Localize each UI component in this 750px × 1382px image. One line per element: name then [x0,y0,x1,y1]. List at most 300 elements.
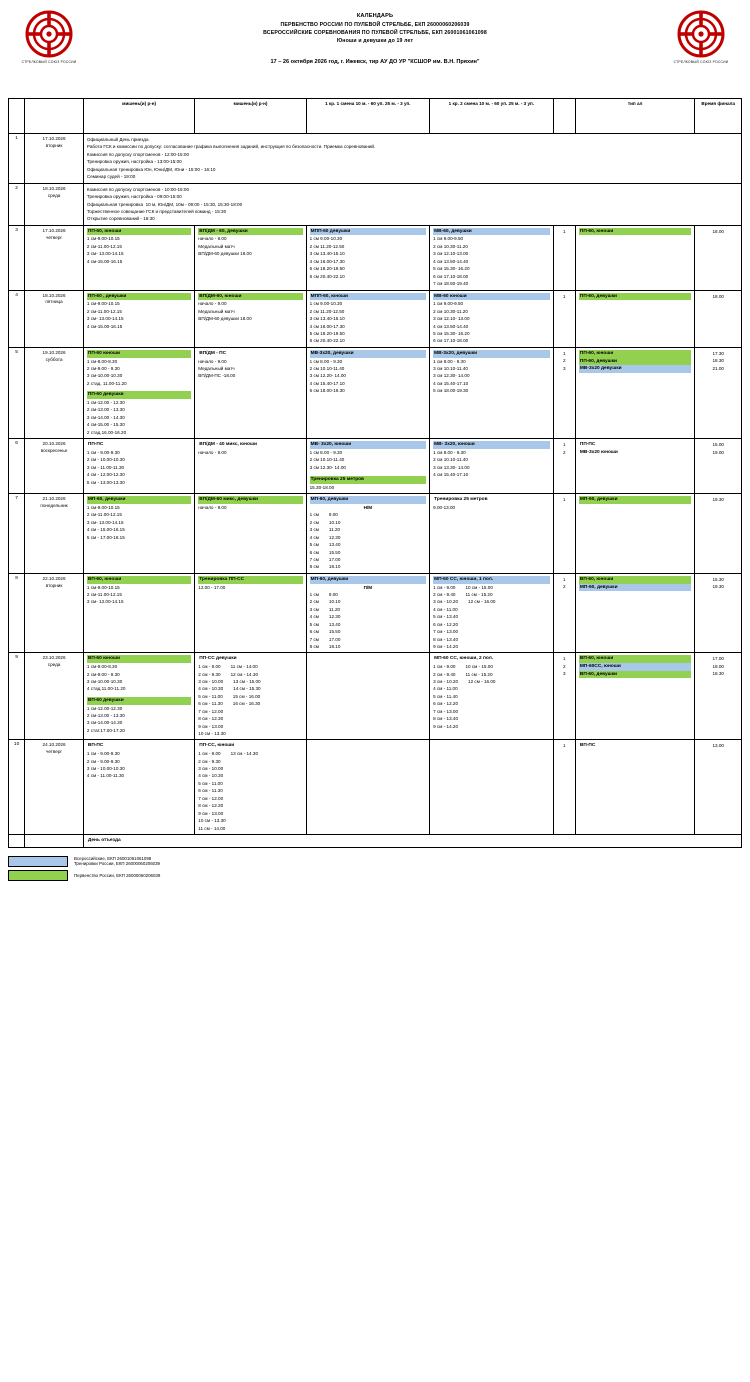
event-title: ПП-60 девушки [87,391,191,399]
cell-shift-2 [430,494,554,574]
session-line: 2 см - 9.40 11 см - 15.20 [433,671,493,677]
cell-final-type [575,439,694,494]
cell-shift-1 [306,653,430,740]
row-date [25,347,84,438]
session-times [433,584,550,651]
session-line: 3 см 12.10-13.00 [433,251,469,257]
session-line: 3 см 11.20 [309,606,341,612]
legend-item [8,870,742,881]
row-date [25,494,84,574]
session-line: начало - 9.00 [198,504,227,510]
session-line: 4 см-15.00-16.15 [86,258,123,264]
event-title: ПП-60 юноши [87,350,191,358]
session-line: 3 см - 10.20 12 см - 16.00 [433,599,496,605]
session-line: 3 см- 13.00-14.15 [86,519,124,525]
session-line: 4 см - 11.00-11.30 [86,773,125,779]
cell-shift-2 [430,347,554,438]
weekday-value: пятница [45,299,63,305]
session-line: 6 см 17.10-18.00 [433,338,469,344]
cell-final-no [553,290,575,347]
session-line: 9.00-13.00 [433,504,456,510]
final-time: 17.30 [712,350,724,356]
session-times [87,358,191,388]
event-title: ПП-СС, юноши [199,743,235,749]
session-line: 3 см - 10.20 12 см - 16.00 [433,678,496,684]
session-line: 1 см 8.00 - 9.30 [433,358,466,364]
event-title: МВ-60, девушки [433,228,550,236]
cell-final-no [553,225,575,290]
session-line: 4 см - 11.00 [433,606,458,612]
session-line: 7 см 18.50-19.40 [433,281,469,287]
session-line: 8 см - 13.40 [433,636,459,642]
legend-line: Тренировки России, ЕКП 26000060206039 [74,861,160,867]
cell-final-no [553,439,575,494]
event-title: МВ- 3х20, юноши [433,441,550,449]
session-line: 4 см - 10.30 14 см - 15.30 [198,686,261,692]
row-date [25,740,84,834]
cell-target-2 [195,740,306,834]
event-title: МПП-60 девушки [310,228,427,236]
session-line: 3 см 10.10-11.40 [433,365,468,371]
session-line: 8 см - 13.40 [433,716,459,722]
final-number: 1 [563,743,566,749]
final-time: 21.00 [712,365,724,371]
cell-target-2 [195,494,306,574]
event-title: МП-60 СС, юноши, 1 пол. [433,576,550,584]
cell-target-1 [83,494,194,574]
session-line: 2 см - 9.00-9.30 [86,758,120,764]
session-line: 1 см - 9.00 11 см - 14.00 [198,664,258,670]
weekday-value: воскресенье [40,448,68,454]
event-title: ВП/ДМ - 40 микс, юноши [199,442,257,448]
final-time: 19.30 [712,584,724,590]
session-line: 8 см 18.10 [309,644,341,649]
session-line: Медальный матч [198,243,235,249]
event-title: МПП-60, юноши [310,293,427,301]
legend-line: Всероссийские, ЕКП 26001061061098 [74,855,152,861]
session-times [310,235,427,280]
session-line: 3 см-10.00-10.30 [86,678,123,684]
schedule-table [8,98,742,848]
legend-text-green [74,873,160,879]
col-final-type: тип ал [575,99,694,134]
cell-target-1 [83,225,194,290]
cell-target-1 [83,740,194,834]
session-line: 4 стад.11.00-11.20 [86,686,126,692]
table-row [9,183,742,225]
session-line: 5 см - 13.00-13.30 [86,479,125,485]
cell-final-time [695,494,742,574]
session-line: 7 см - 12.00 [198,795,224,801]
final-number: 2 [563,584,566,590]
cell-final-no [553,653,575,740]
event-title: МВ-3х20, девушки [310,350,427,358]
cell-shift-1 [306,225,430,290]
logo-caption: СТРЕЛКОВЫЙ СОЮЗ РОССИИ [21,60,77,64]
event-title: МП-60, девушки [310,576,427,584]
session-line: 2 см-9.00 - 9.30 [86,365,120,371]
session-line: 4 см 16.00-17.30 [309,323,345,329]
date-value: 19.10.2026 [42,349,66,355]
note-line: Тренировка оружия, настройка - 09:00-15:00 [86,194,182,200]
weekday-value: среда [47,192,61,198]
departure-note: День отъезда [83,834,741,847]
session-line: 4 см 15.40-17.10 [309,380,345,386]
session-line: 6 см 20.40-22.10 [309,338,345,344]
session-line: 2 см 10.30-11.20 [433,308,468,314]
row-date [25,653,84,740]
session-line: начало - 9.00 [198,449,227,455]
event-title: ПП-60, юноши [87,228,191,236]
cell-target-1 [83,573,194,653]
session-line: 2 см-11.00-12.15 [86,591,122,597]
session-line: 4 см 15.40-17.10 [433,472,469,478]
row-date [25,290,84,347]
final-number: 3 [563,671,566,677]
session-line: 3 см 13.40-15.10 [309,251,345,257]
cell-final-no [553,740,575,834]
date-value: 22.10.2026 [42,575,66,581]
session-line: ВП/ДМ-60 девушки 18.00 [198,316,252,322]
event-title: ВП/ДМ-60, юноши [198,293,302,301]
session-line: 8 см 18.10 [309,564,341,570]
session-line: 5 см 15.30- 16.20 [433,266,470,272]
date-value: 23.10.2026 [42,655,66,661]
cell-final-no [553,347,575,438]
final-number: 3 [563,365,566,371]
row-date [25,134,84,184]
logo-right [670,10,732,72]
training-note: Тренировка 25 метров [310,476,427,484]
event-title: МП-60, девушки [310,496,427,504]
session-times [198,504,302,511]
session-line: 2 см 10.10-11.40 [433,457,468,463]
cell-shift-2 [430,653,554,740]
session-line: 1 см-9.00-8.30 [86,664,118,670]
session-line: 2 см - 9.30 [198,758,221,764]
row-number: 10 [9,740,25,834]
final-label: ПП-ПС [579,442,596,448]
row-number: 3 [9,225,25,290]
session-times [433,504,550,511]
event-title: ВП-60 юноши [87,655,191,663]
final-time: 15.30 [712,576,724,582]
cell-final-type [575,740,694,834]
cell-final-time [695,653,742,740]
session-times [87,705,191,735]
session-line: 1 см-9.00-10.15 [86,584,120,590]
cell-final-type [575,347,694,438]
note-line: Торжественное совещание ГСК и представителей команд - 15:30 [86,208,227,214]
title-line-3: ВСЕРОССИЙСКИЕ СОРЕВНОВАНИЯ ПО ПУЛЕВОЙ СТРЕЛЬБЕ, ЕКП 26001061061098 [263,29,487,36]
legend-item [8,856,742,867]
date-value: 20.10.2026 [42,441,66,447]
note-line: Тренировка оружия, настройка - 13:00-15:00 [86,159,182,165]
row-date [25,183,84,225]
final-time: 18.00 [712,663,724,669]
session-line: 1 см-8.00-8.30 [86,358,118,364]
session-line: 2 стат.17.00-17.20 [86,727,125,733]
final-time: 18.30 [712,671,724,677]
session-line: 2 см 10.10 [309,599,341,605]
session-line: начало - 9.00 [198,358,227,364]
table-row [9,653,742,740]
final-label: ВП-ПС [579,743,596,749]
session-line: 6 см 15.50 [309,629,341,635]
cell-target-2 [195,573,306,653]
session-line: 5 см 15.30- 16.20 [433,330,470,336]
cell-final-time [695,225,742,290]
session-line: 3 см 13.30- 14.00 [433,464,470,470]
session-line: 3 см - 11.00-11.30 [86,464,125,470]
event-title: ВП-60, юноши [87,576,191,584]
session-line: 3 см- 13.00-14.15 [86,251,124,257]
session-line: 1 см-9.00-10.15 [86,504,120,510]
event-title: ВП-ПС [87,743,104,749]
cell-final-time [695,347,742,438]
cell-final-no [553,573,575,653]
event-title: ВП/ДМ - 60, девушки [198,228,302,236]
session-line: 3 см - 10.00 13 см - 15.00 [198,678,261,684]
session-line: 10 см - 13.30 [198,818,226,824]
session-times [433,663,550,730]
session-line: 2 стад. 11.00-11.20 [86,380,127,386]
session-times [433,235,550,287]
session-line: 5 см 18.20-19.50 [309,266,345,272]
session-times [310,300,427,345]
row-notes [83,134,741,184]
session-line: 3 см-10.00-10.30 [86,373,123,379]
session-line: 2 стад.16.00-16.20 [86,429,127,435]
event-title: ВП-60 девушки [87,697,191,705]
event-title: МВ- 3х20, юноши [310,441,427,449]
note-line: Работа ГСК и комиссии по допуску: согласование графика выполнения заданий, инструкция по безопасности. Приемка соревнований. [86,144,376,150]
session-line: 3 см 12.20- 14.00 [309,373,346,379]
col-final-no [553,99,575,134]
session-times [198,358,302,380]
session-line: 6 см - 11.30 [198,788,223,794]
cell-shift-2 [430,290,554,347]
session-line: 1 см - 9.00-9.30 [86,751,120,757]
session-times [87,300,191,330]
cell-shift-2 [430,225,554,290]
document-header [8,6,742,92]
col-target-1: мишень(и) р-н) [83,99,194,134]
session-line: 4 см 13.50-14.40 [433,258,469,264]
date-value: 24.10.2026 [42,742,66,748]
cell-final-time [695,439,742,494]
session-line: 4 см - 15.00-16.15 [86,527,125,533]
row-number: 4 [9,290,25,347]
session-line: 4 см 13.50-14.40 [433,323,469,329]
session-line: 2 см-9.00 - 9.30 [86,671,120,677]
date-value: 18.10.2026 [42,185,66,191]
final-label: МП-60, девушки [579,584,691,592]
row-number: 8 [9,573,25,653]
legend-text-blue [74,856,160,867]
note-line: Официальная тренировка 10 м, Юн/ДМ, 10м - 09:00 - 15:30, 15:30-18:00 [86,201,243,207]
event-title: МП-60, девушки [87,496,191,504]
session-line: 1 см - 9.00-9.30 [86,449,120,455]
shooting-union-logo-icon [18,10,80,60]
table-row [9,225,742,290]
session-line: 1 см-12.00 - 12.30 [86,399,125,405]
session-line: 9 см - 13.00 [198,723,224,729]
final-number: 1 [563,293,566,299]
session-line: 1 см-12.00-12.30 [86,705,123,711]
session-line: 5 см 18.20-19.50 [309,330,345,336]
session-line: 7 см - 12.00 [198,708,224,714]
cell-target-2 [195,225,306,290]
final-label: МП-60СС, юноши [579,663,691,671]
date-value: 17.10.2026 [42,227,66,233]
cell-final-time [695,573,742,653]
title-line-1: КАЛЕНДАРЬ [356,13,394,19]
event-title: ВП/ДМ-60 микс, девушки [198,496,302,504]
session-line: 5 см - 11.00 [198,780,223,786]
session-line: 5 см 18.00-19.30 [433,388,469,394]
note-line: Официальная тренировка Юн, Юни/ДМ, Юни - 15:00 - 16:10 [86,166,216,172]
session-line: 1 см 9.00 [309,512,338,518]
session-line: 8 см - 12.30 [198,716,224,722]
row-number: 5 [9,347,25,438]
cell-shift-1 [306,439,430,494]
cell-shift-2 [430,439,554,494]
weekday-value: суббота [45,356,63,362]
session-line: 4 см-15.00-16.15 [86,323,123,329]
row-number [9,834,25,847]
session-line: 4 см - 10.30 [198,773,224,779]
date-value: 21.10.2026 [42,496,66,502]
session-times [310,511,427,571]
final-label: ПП-60, юноши [579,228,691,236]
col-final-time: Время финала [695,99,742,134]
cell-final-type [575,653,694,740]
legend-swatch-blue [8,856,68,867]
training-times [310,484,427,491]
final-number: 1 [563,656,566,662]
cell-target-1 [83,439,194,494]
session-times [198,449,302,456]
session-line: 6 см - 12.20 [433,701,459,707]
event-title: ПП-СС девушки [199,656,237,662]
table-row [9,347,742,438]
logo-left [18,10,80,72]
final-number: 1 [563,576,566,582]
cell-shift-2 [430,573,554,653]
session-times [87,504,191,541]
cell-final-type [575,225,694,290]
col-shift-1: 1 кр. 1 смена 10 м. - 60 уп. 25 м. - 3 уп. [306,99,430,134]
weekday-value: четверг [46,749,63,755]
session-line: 11 см - 14.00 [198,825,226,831]
session-line: 2 см 11.20-12.50 [309,308,345,314]
row-number: 2 [9,183,25,225]
session-times [198,584,302,591]
session-line: 3 см - 10.00 [198,766,224,772]
cell-target-2 [195,347,306,438]
session-line: 4 см 12.30 [309,534,341,540]
cell-shift-1 [306,494,430,574]
weekday-value: вторник [45,142,63,148]
session-times [87,235,191,265]
col-number [9,99,25,134]
cell-shift-1 [306,347,430,438]
session-line: 2 см-13.00 - 13.30 [86,407,125,413]
row-notes [83,183,741,225]
session-line: 2 см - 9.40 11 см - 15.20 [433,591,493,597]
final-time: 18.30 [712,358,724,364]
row-number: 7 [9,494,25,574]
final-time: 18.00 [712,293,724,299]
note-line: Официальный День приезда [86,137,149,142]
session-line: 4 см - 11.00 [433,686,458,692]
weekday-value: вторник [45,582,63,588]
event-title: ПП-60 , девушки [87,293,191,301]
cell-shift-1 [306,573,430,653]
session-line: 2 см 10.30-11.20 [433,243,468,249]
event-title: МВ-60 юноши [433,293,550,301]
session-line: Медальный матч [198,308,235,314]
session-line: 1 см 9.00-10.30 [309,236,343,242]
session-times [433,358,550,395]
session-line: начало - 9.00 [198,301,227,307]
col-shift-2: 1 кр. 2 смена 10 м. - 60 уп. 25 м. - 3 уп. [430,99,554,134]
session-line: 3 см 12.30- 14.00 [433,373,470,379]
session-line: 1 см 9.00-9.50 [433,236,464,242]
table-row [9,740,742,834]
event-title: МП-60 СС, юноши, 2 пол. [434,656,494,662]
session-line: 1 см 9.00-9.50 [433,301,464,307]
session-line: 7 см 17.00 [309,636,341,642]
session-line: 6 см - 11.30 16 см - 16.30 [198,701,261,707]
logo-caption: СТРЕЛКОВЫЙ СОЮЗ РОССИИ [673,60,729,64]
session-times [198,300,302,322]
session-line: 7 см - 13.00 [433,708,459,714]
session-line: 10 см - 13.30 [198,731,226,737]
session-line: 2 см-11.00-12.15 [86,512,122,518]
session-line: 6 см - 12.20 [433,621,459,627]
session-times [87,663,191,693]
table-row [9,494,742,574]
cell-target-1 [83,347,194,438]
event-title: МВ-3х20, девушки [433,350,550,358]
session-times [198,663,302,737]
session-line: 2 см 10.10-11.40 [309,457,345,463]
table-header-row [9,99,742,134]
event-title: Тренировка ПП-СС [198,576,302,584]
final-label: ВП-60, юноши [579,576,691,584]
table-row [9,439,742,494]
table-row [9,290,742,347]
final-time: 19.00 [712,449,724,455]
session-line: 2 см - 10.00-10.30 [86,457,125,463]
session-line: 1 см 8.00 - 9.30 [433,449,466,455]
session-times [87,399,191,436]
session-line: 5 см - 13.40 [433,614,459,620]
session-line: 6 см 15.50 [309,549,341,555]
cell-target-2 [195,653,306,740]
session-line: 3 см 13.40-15.10 [309,316,345,322]
session-line: 1 см 9.00 [309,591,338,597]
session-line: 9 см - 14.20 [433,723,459,729]
cell-shift-1 [306,290,430,347]
session-line: 8 см - 12.30 [198,803,224,809]
final-number: 2 [563,663,566,669]
final-number: 1 [563,350,566,356]
session-line: начало - 9.00 [198,236,227,242]
session-line: 4 см-15.00 - 15.30 [86,422,125,428]
